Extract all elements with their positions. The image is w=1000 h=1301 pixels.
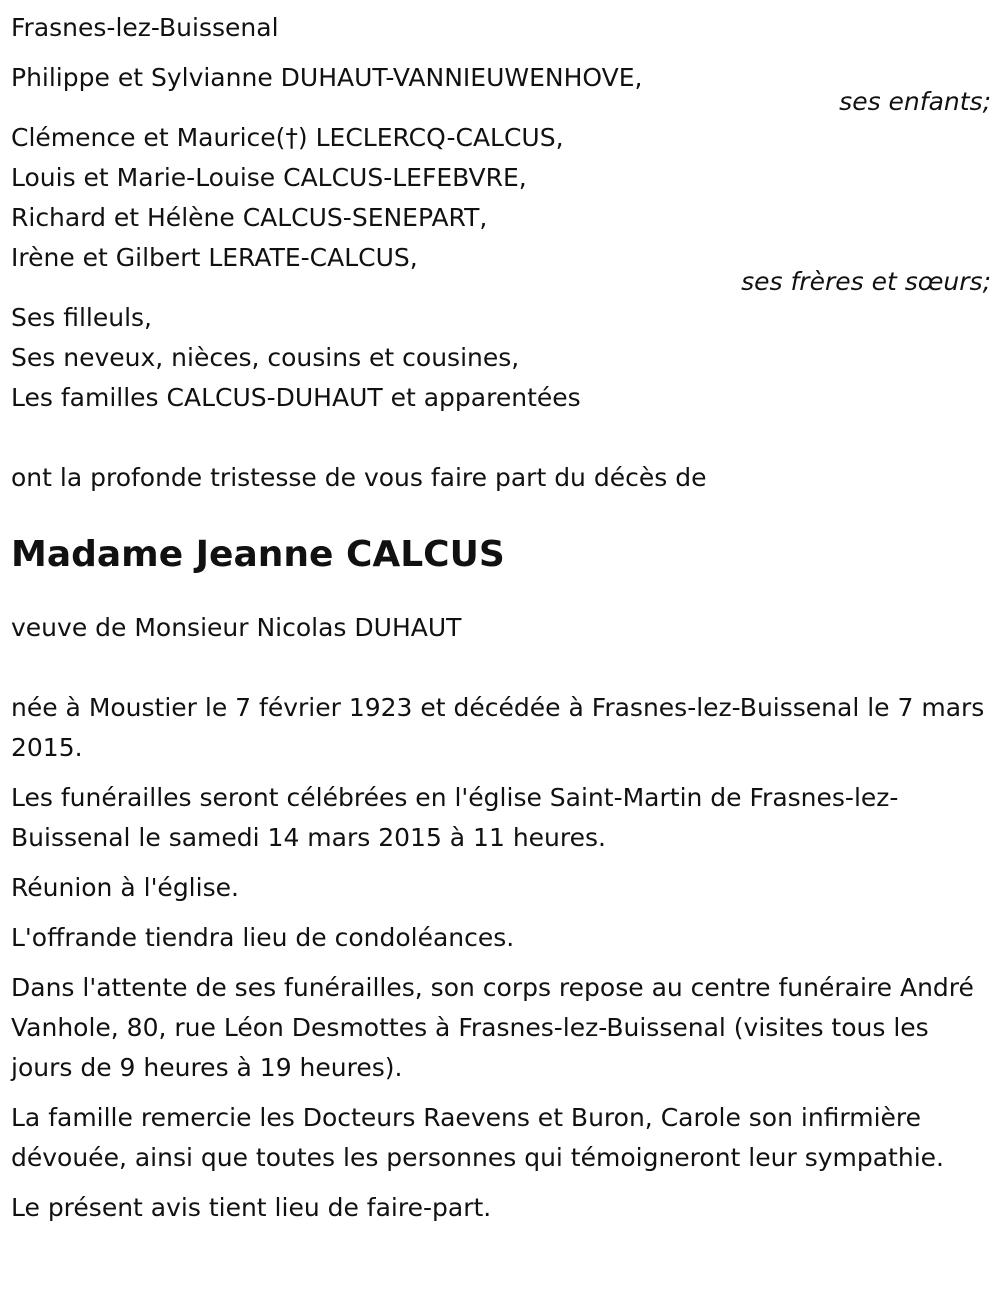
funeral-home-paragraph: Dans l'attente de ses funérailles, son corps repose au centre funéraire André Vanhole, 80, rue Léon Desmottes à Frasnes-lez-Buissenal (visites tous les jours de 9 heures à 19 heures). [11,973,974,1082]
death-notice [11,8,991,1228]
announcement-text: ont la profonde tristesse de vous faire part du décès de [11,463,707,492]
funeral-paragraph: Les funérailles seront célébrées en l'église Saint-Martin de Frasnes-lez-Buissenal le samedi 14 mars 2015 à 11 heures. [11,783,899,852]
sibling-line: Clémence et Maurice(†) LECLERCQ-CALCUS, [11,123,564,152]
children-block [11,58,991,122]
offering-paragraph: L'offrande tiendra lieu de condoléances. [11,923,515,952]
sibling-line: Richard et Hélène CALCUS-SENEPART, [11,203,488,232]
details-block [11,688,991,1228]
siblings-block [11,118,991,302]
town-heading: Frasnes-lez-Buissenal [11,13,279,42]
others-block [11,298,991,418]
others-line: Les familles CALCUS-DUHAUT et apparentées [11,383,581,412]
meeting-paragraph: Réunion à l'église. [11,873,239,902]
sibling-line: Louis et Marie-Louise CALCUS-LEFEBVRE, [11,163,527,192]
children-role: ses enfants; [839,87,991,116]
children-names: Philippe et Sylvianne DUHAUT-VANNIEUWENHOVE, [11,63,643,92]
closing-paragraph: Le présent avis tient lieu de faire-part. [11,1193,492,1222]
thanks-paragraph: La famille remercie les Docteurs Raevens et Buron, Carole son infirmière dévouée, ainsi que toutes les personnes qui témoigneront leur sympathie. [11,1103,944,1172]
birth-death-paragraph: née à Moustier le 7 février 1923 et décédée à Frasnes-lez-Buissenal le 7 mars 2015. [11,693,985,762]
deceased-status: veuve de Monsieur Nicolas DUHAUT [11,613,462,642]
siblings-role: ses frères et sœurs; [741,267,991,296]
sibling-line: Irène et Gilbert LERATE-CALCUS, [11,243,418,272]
deceased-name: Madame Jeanne CALCUS [11,534,505,575]
others-line: Ses neveux, nièces, cousins et cousines, [11,343,520,372]
others-line: Ses filleuls, [11,303,153,332]
